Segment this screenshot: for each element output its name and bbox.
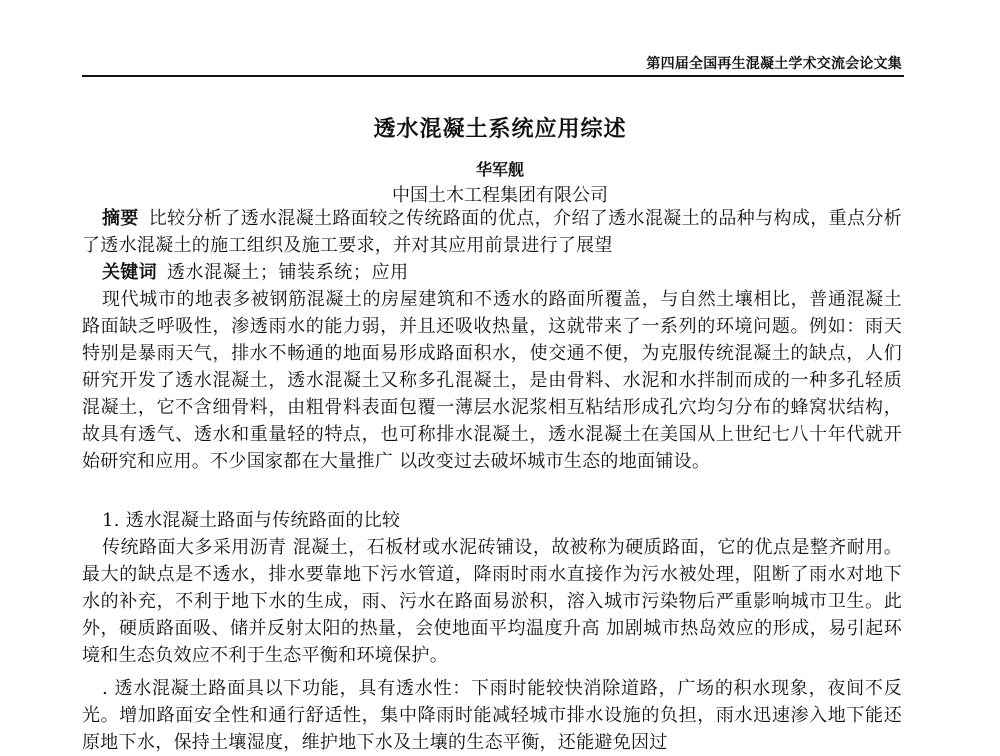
paper-author: 华军舰 — [475, 160, 524, 179]
functions-paragraph: . 透水混凝土路面具以下功能，具有透水性：下雨时能较快消除道路，广场的积水现象，夜间不反光。增加路面安全性和通行舒适性，集中降雨时能减轻城市排水设施的负担，雨水迅速渗入地下能还原地下水，保持土壤湿度，维护地下水及土壤的生态平衡，还能避免因过 — [82, 678, 902, 753]
keywords-text: 透水混凝土；铺装系统；应用 — [166, 262, 409, 283]
keywords — [82, 259, 902, 286]
abstract — [82, 205, 902, 259]
abstract-label: 摘要 — [102, 208, 139, 229]
keywords-label: 关键词 — [102, 262, 157, 283]
section1-heading: 1. 透水混凝土路面与传统路面的比较 — [102, 510, 401, 531]
header-rule — [82, 75, 904, 77]
abstract-text: 比较分析了透水混凝土路面较之传统路面的优点，介绍了透水混凝土的品种与构成，重点分析了透水混凝土的施工组织及施工要求，并对其应用前景进行了展望 — [82, 208, 902, 256]
running-header: 第四届全国再生混凝土学术交流会论文集 — [646, 56, 902, 72]
paper-affiliation: 中国土木工程集团有限公司 — [392, 185, 608, 206]
paper-title: 透水混凝土系统应用综述 — [373, 117, 627, 142]
section1-paragraph: 传统路面大多采用沥青 混凝土，石板材或水泥砖铺设，故被称为硬质路面，它的优点是整齐耐用。最大的缺点是不透水，排水要靠地下污水管道，降雨时雨水直接作为污水被处理，阻断了雨水对地下水的补充，不利于地下水的生成，雨、污水在路面易淤积，溶入城市污染物后严重影响城市卫生。此外，硬质路面吸、储并反射太阳的热量，会使地面平均温度升高 加剧城市热岛效应的形成，易引起环境和生态负效应不利于生态平衡和环境保护。 — [82, 537, 902, 666]
intro-paragraph: 现代城市的地表多被钢筋混凝土的房屋建筑和不透水的路面所覆盖，与自然土壤相比，普通混凝土路面缺乏呼吸性，渗透雨水的能力弱，并且还吸收热量，这就带来了一系列的环境问题。例如：雨天特别是暴雨天气，排水不畅通的地面易形成路面积水，使交通不便，为克服传统混凝土的缺点，人们研究开发了透水混凝土，透水混凝土又称多孔混凝土，是由骨料、水泥和水拌制而成的一种多孔轻质混凝土，它不含细骨料，由粗骨料表面包覆一薄层水泥浆相互粘结形成孔穴均匀分布的蜂窝状结构，故具有透气、透水和重量轻的特点，也可称排水混凝土，透水混凝土在美国从上世纪七八十年代就开始研究和应用。不少国家都在大量推广 以改变过去破坏城市生态的地面铺设。 — [82, 289, 902, 472]
